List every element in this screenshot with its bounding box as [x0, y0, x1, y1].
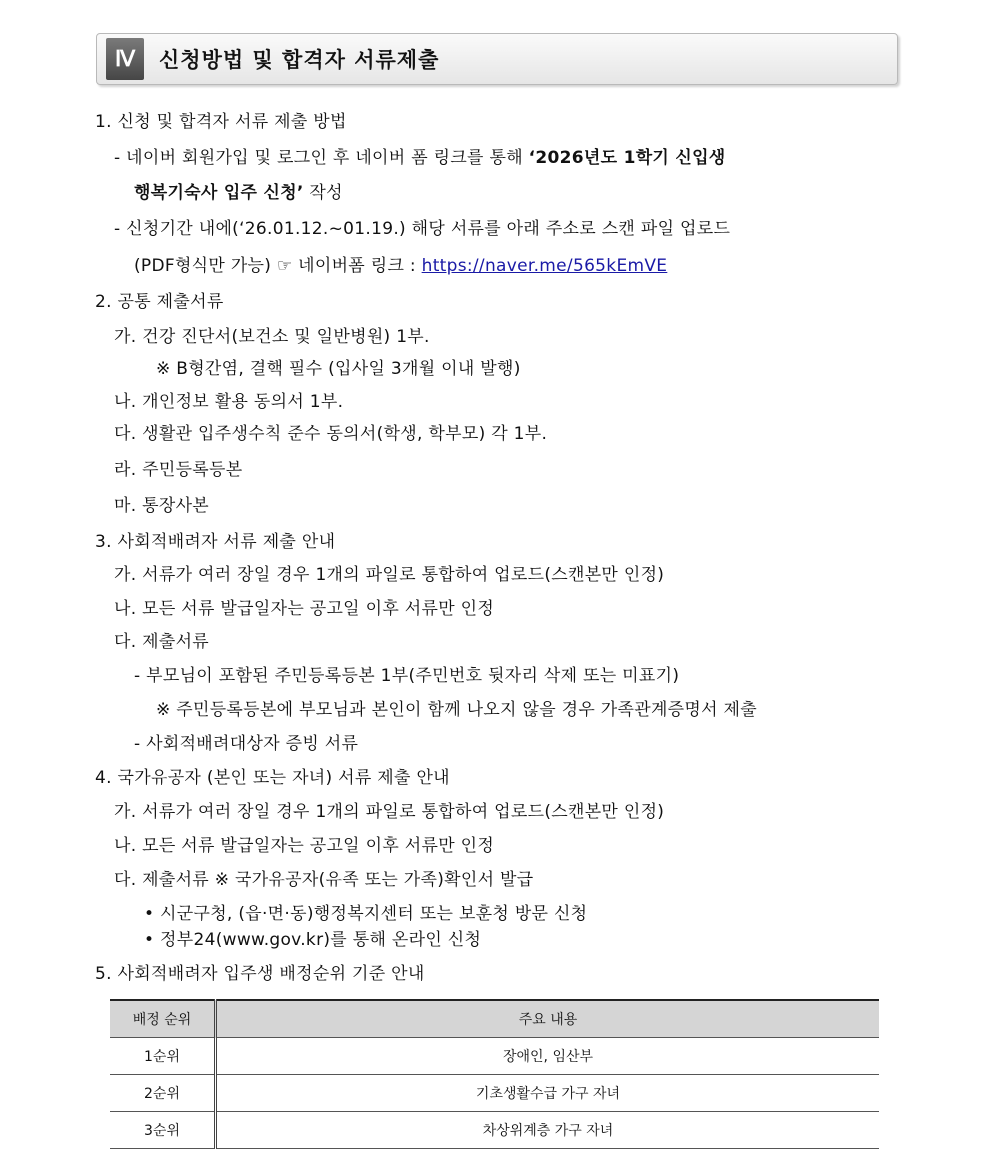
- s2-item: 가. 건강 진단서(보건소 및 일반병원) 1부.: [114, 327, 430, 347]
- s3-subitem: - 부모님이 포함된 주민등록등본 1부(주민번호 뒷자리 삭제 또는 미표기): [134, 666, 680, 686]
- content-cell: 차상위계층 가구 자녀: [216, 1112, 880, 1149]
- priority-table: [110, 999, 879, 1149]
- content-cell: 기초생활수급 가구 자녀: [216, 1075, 880, 1112]
- s1-line-4-text: (PDF형식만 가능) ☞ 네이버폼 링크 :: [134, 256, 422, 276]
- col-header-content: 주요 내용: [216, 1000, 880, 1038]
- section-2-heading: 2. 공통 제출서류: [95, 292, 224, 312]
- s2-note: ※ B형간염, 결핵 필수 (입사일 3개월 이내 발행): [156, 359, 521, 379]
- rank-cell: 3순위: [110, 1112, 216, 1149]
- s4-item: 다. 제출서류 ※ 국가유공자(유족 또는 가족)확인서 발급: [114, 870, 534, 890]
- s1-line-3: - 신청기간 내에(‘26.01.12.~01.19.) 해당 서류를 아래 주소로 스캔 파일 업로드: [114, 219, 731, 239]
- section-header: [96, 33, 898, 85]
- s4-item: 나. 모든 서류 발급일자는 공고일 이후 서류만 인정: [114, 836, 495, 856]
- rank-cell: 1순위: [110, 1038, 216, 1075]
- s2-item: 나. 개인정보 활용 동의서 1부.: [114, 392, 344, 412]
- s4-item: 가. 서류가 여러 장일 경우 1개의 파일로 통합하여 업로드(스캔본만 인정): [114, 802, 665, 822]
- s1-line-2-text: 작성: [303, 183, 343, 203]
- s3-item: 나. 모든 서류 발급일자는 공고일 이후 서류만 인정: [114, 599, 495, 619]
- section-5-heading: 5. 사회적배려자 입주생 배정순위 기준 안내: [95, 964, 425, 984]
- s1-line-4: [134, 254, 667, 278]
- rank-cell: 2순위: [110, 1075, 216, 1112]
- s2-item: 마. 통장사본: [114, 496, 210, 516]
- table-row: [110, 1112, 879, 1149]
- s1-line-2-bold: 행복기숙사 입주 신청’: [134, 183, 304, 203]
- s3-item: 가. 서류가 여러 장일 경우 1개의 파일로 통합하여 업로드(스캔본만 인정): [114, 565, 665, 585]
- s3-note: ※ 주민등록등본에 부모님과 본인이 함께 나오지 않을 경우 가족관계증명서 제출: [156, 700, 757, 720]
- section-title: 신청방법 및 합격자 서류제출: [159, 48, 440, 72]
- s3-subitem: - 사회적배려대상자 증빙 서류: [134, 734, 359, 754]
- s2-item: 라. 주민등록등본: [114, 460, 243, 480]
- s1-line-1-text: - 네이버 회원가입 및 로그인 후 네이버 폼 링크를 통해: [114, 148, 529, 168]
- content-cell: 장애인, 임산부: [216, 1038, 880, 1075]
- s4-bullet: • 시군구청, (읍·면·동)행정복지센터 또는 보훈청 방문 신청: [144, 904, 588, 924]
- s1-line-1: [114, 146, 726, 170]
- s3-item: 다. 제출서류: [114, 632, 210, 652]
- table-row: [110, 1038, 879, 1075]
- table-header-row: [110, 1000, 879, 1038]
- col-header-rank: 배정 순위: [110, 1000, 216, 1038]
- s1-line-1-bold: ‘2026년도 1학기 신입생: [528, 148, 726, 168]
- s1-line-2: [134, 181, 343, 205]
- section-3-heading: 3. 사회적배려자 서류 제출 안내: [95, 532, 336, 552]
- s4-bullet: • 정부24(www.gov.kr)를 통해 온라인 신청: [144, 930, 482, 950]
- section-numeral-badge: Ⅳ: [106, 38, 144, 80]
- naver-form-link[interactable]: https://naver.me/565kEmVE: [421, 256, 668, 276]
- table-row: [110, 1075, 879, 1112]
- section-1-heading: 1. 신청 및 합격자 서류 제출 방법: [95, 112, 347, 132]
- s2-item: 다. 생활관 입주생수칙 준수 동의서(학생, 학부모) 각 1부.: [114, 424, 548, 444]
- section-4-heading: 4. 국가유공자 (본인 또는 자녀) 서류 제출 안내: [95, 768, 450, 788]
